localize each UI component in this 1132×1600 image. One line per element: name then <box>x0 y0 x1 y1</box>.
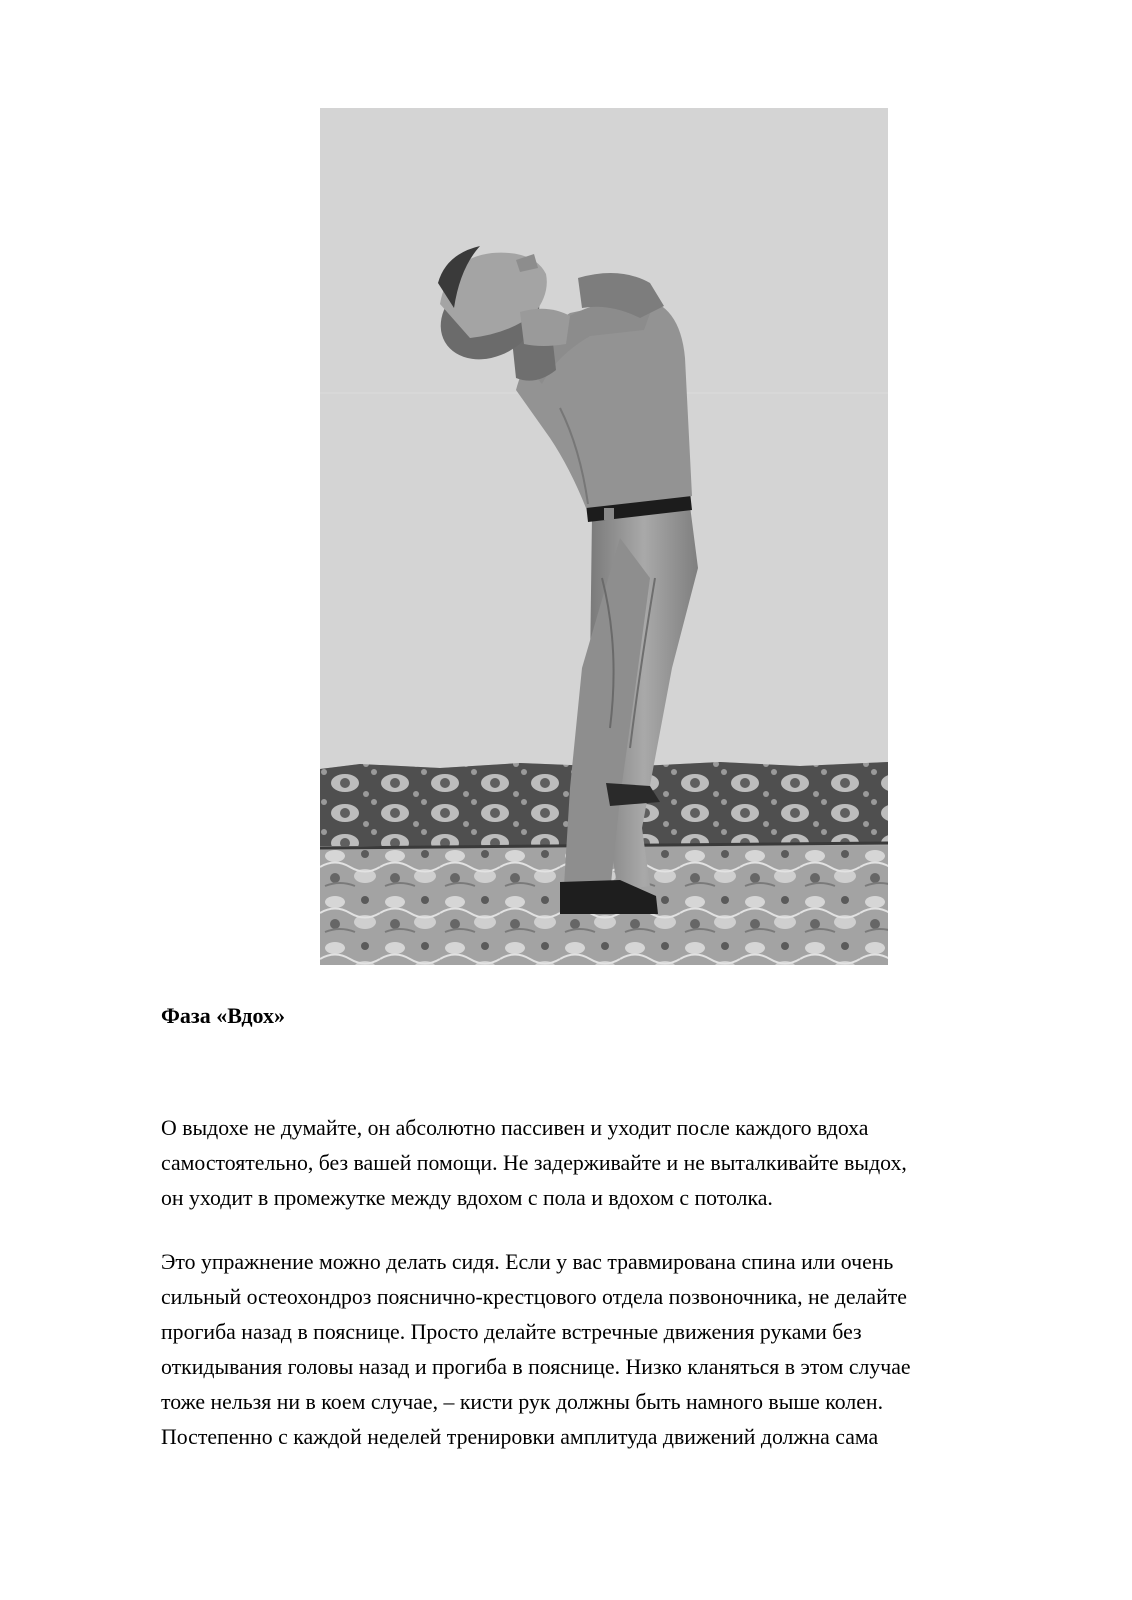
text-line: самостоятельно, без вашей помощи. Не задерживайте и не выталкивайте выдох, <box>161 1151 907 1175</box>
text-line: сильный остеохондроз пояснично-крестцового отдела позвоночника, не делайте <box>161 1285 907 1309</box>
text-line: О выдохе не думайте, он абсолютно пассивен и уходит после каждого вдоха <box>161 1116 869 1140</box>
paragraph-exhale <box>161 1111 907 1216</box>
figure-caption: Фаза «Вдох» <box>161 1003 285 1028</box>
text-line: тоже нельзя ни в коем случае, – кисти рук должны быть намного выше колен. <box>161 1390 884 1414</box>
text-line: он уходит в промежутке между вдохом с пола и вдохом с потолка. <box>161 1186 773 1210</box>
text-line: Постепенно с каждой неделей тренировки амплитуда движений должна сама <box>161 1425 879 1449</box>
text-line: откидывания головы назад и прогиба в пояснице. Низко кланяться в этом случае <box>161 1355 911 1379</box>
exercise-photo <box>320 108 888 965</box>
text-line: Это упражнение можно делать сидя. Если у вас травмирована спина или очень <box>161 1250 894 1274</box>
text-line: прогиба назад в пояснице. Просто делайте встречные движения руками без <box>161 1320 862 1344</box>
paragraph-sitting-variant <box>161 1245 911 1455</box>
